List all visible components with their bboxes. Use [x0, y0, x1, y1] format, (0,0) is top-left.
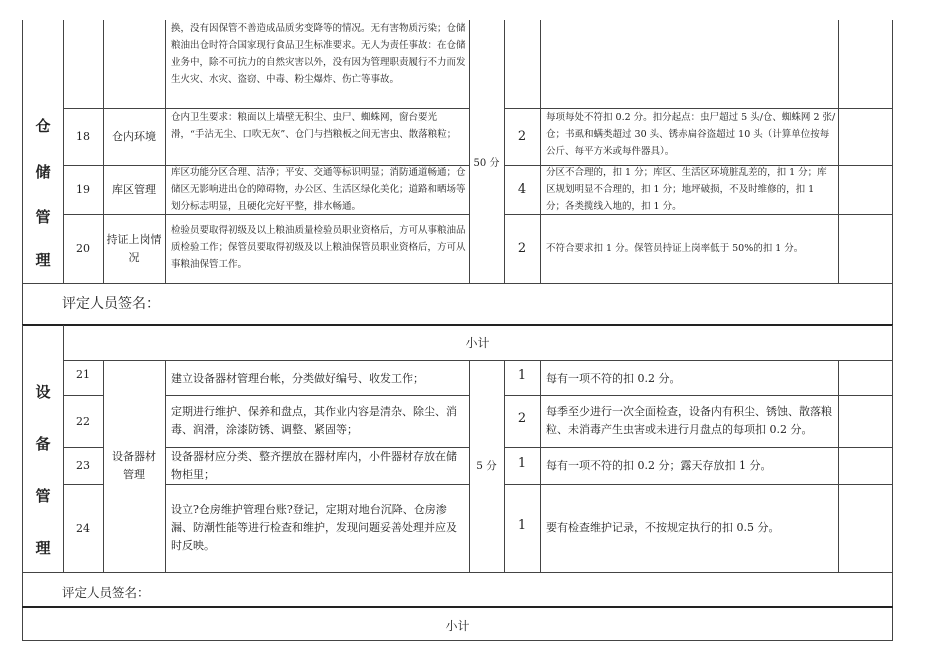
item-description: 定期进行维护、保养和盘点，其作业内容是清杂、除尘、消毒、润滑，涂漆防锈、调整、紧固等；: [171, 405, 457, 436]
row-number: 22: [76, 414, 90, 428]
row-line: [22, 572, 893, 573]
row-number: 23: [76, 459, 90, 472]
item-description: 建立设备器材管理台帐，分类做好编号、收发工作；: [171, 371, 424, 385]
top-description: 换，没有因保管不善造成品质劣变降等的情况。无有害物质污染；仓储粮油出仓时符合国家现行食品卫生标准要求。无人为责任事故：在仓储业务中，除不可抗力的自然灾害以外，没有因为管理职责履行不力而发生火灾、水灾、盗窃、中毒、粉尘爆炸、伤亡等事故。: [171, 23, 466, 85]
row-number: 18: [76, 130, 90, 143]
deduction-rule: 不符合要求扣 1 分。保管员持证上岗率低于 50%的扣 1 分。: [546, 243, 804, 254]
category-char: 设: [35, 383, 51, 401]
row-number: 20: [76, 242, 90, 255]
group-score: 50 分: [473, 157, 500, 169]
item-score: 1: [517, 367, 527, 383]
category-char: 管: [35, 208, 51, 226]
row-line: [22, 640, 893, 641]
deduction-rule: 每项每处不符扣 0.2 分。扣分起点：虫尸超过 5 头/仓、蜘蛛网 2 张/仓；书虱和螨类超过 30 头、锈赤扁谷盗超过 10 头（计算单位按每公斤、每平方米或每件器具）。: [546, 112, 836, 157]
frame-left: [22, 325, 23, 641]
subtotal-label: 小计: [445, 619, 470, 633]
col-line: [838, 20, 839, 283]
deduction-rule: 每有一项不符的扣 0.2 分。: [546, 371, 681, 385]
row-number: 21: [76, 367, 90, 381]
item-description: 检验员要取得初级及以上粮油质量检验员职业资格后，方可从事粮油品质检验工作；保管员要取得初级及以上粮油保管员职业资格后，方可从事粮油保管工作。: [171, 225, 466, 270]
col-line: [540, 360, 541, 572]
item-score: 2: [517, 241, 527, 256]
deduction-rule: 要有检查维护记录，不按规定执行的扣 0.5 分。: [546, 521, 780, 534]
item-score: 2: [517, 129, 527, 144]
category-char: 备: [35, 435, 51, 453]
row-line: [165, 484, 469, 485]
row-line-thick: [22, 324, 893, 326]
item-name: 设备器材管理: [112, 450, 156, 481]
category-char: 理: [35, 251, 51, 269]
item-description: 设立?仓房维护管理台账?登记，定期对地台沉降、仓房渗漏、防潮性能等进行检查和维护，发现问题妥善处理并应及时反映。: [171, 503, 457, 552]
row-line: [22, 283, 893, 284]
item-description: 库区功能分区合理、洁净；平安、交通等标识明显；消防通道畅通；仓储区无影响进出仓的障碍物，办公区、生活区绿化美化；道路和晒场等划分标志明显，且硬化完好平整，排水畅通。: [171, 167, 466, 212]
signature-label: 评定人员签名：: [62, 585, 150, 600]
deduction-rule: 每季至少进行一次全面检查，设备内有积尘、锈蚀、散落粮粒、未消毒产生虫害或未进行月盘点的每项扣 0.2 分。: [546, 405, 832, 436]
row-number: 19: [76, 183, 90, 196]
subtotal-label: 小计: [465, 336, 490, 350]
item-score: 1: [517, 455, 527, 471]
item-score: 1: [517, 517, 527, 533]
category-char: 理: [35, 539, 51, 557]
row-line-thick: [22, 606, 893, 608]
deduction-rule: 分区不合理的，扣 1 分；库区、生活区环境脏乱差的，扣 1 分；库区规划明显不合理的，扣 1 分；地坪破损，不及时维修的，扣 1 分；各类揽线入地的，扣 1 分。: [546, 167, 827, 212]
item-name: 持证上岗情况: [106, 232, 162, 264]
item-name: 仓内环境: [112, 129, 156, 143]
col-line: [165, 360, 166, 572]
category-char: 储: [35, 163, 51, 181]
col-line: [838, 360, 839, 572]
group-score: 5 分: [476, 459, 497, 472]
signature-label: 评定人员签名：: [62, 296, 160, 312]
item-score: 2: [517, 410, 527, 426]
deduction-rule: 每有一项不符的扣 0.2 分；露天存放扣 1 分。: [546, 458, 772, 472]
category-char: 管: [35, 487, 51, 505]
col-line: [540, 20, 541, 283]
item-score: 4: [517, 182, 527, 197]
item-description: 仓内卫生要求：粮面以上墙壁无积尘、虫尸、蜘蛛网，窗台要光滑，“手沾无尘、口吹无灰”、仓门与挡粮板之间无害虫、散落粮粒；: [171, 112, 457, 140]
frame-right: [892, 325, 893, 641]
item-name: 库区管理: [112, 182, 156, 196]
item-description: 设备器材应分类、整齐摆放在器材库内，小件器材存放在储物柜里；: [171, 449, 457, 481]
category-char: 仓: [35, 117, 51, 135]
col-line: [165, 20, 166, 283]
frame-right: [892, 20, 893, 325]
row-number: 24: [76, 521, 90, 535]
frame-left: [22, 20, 23, 325]
col-line: [103, 360, 104, 572]
